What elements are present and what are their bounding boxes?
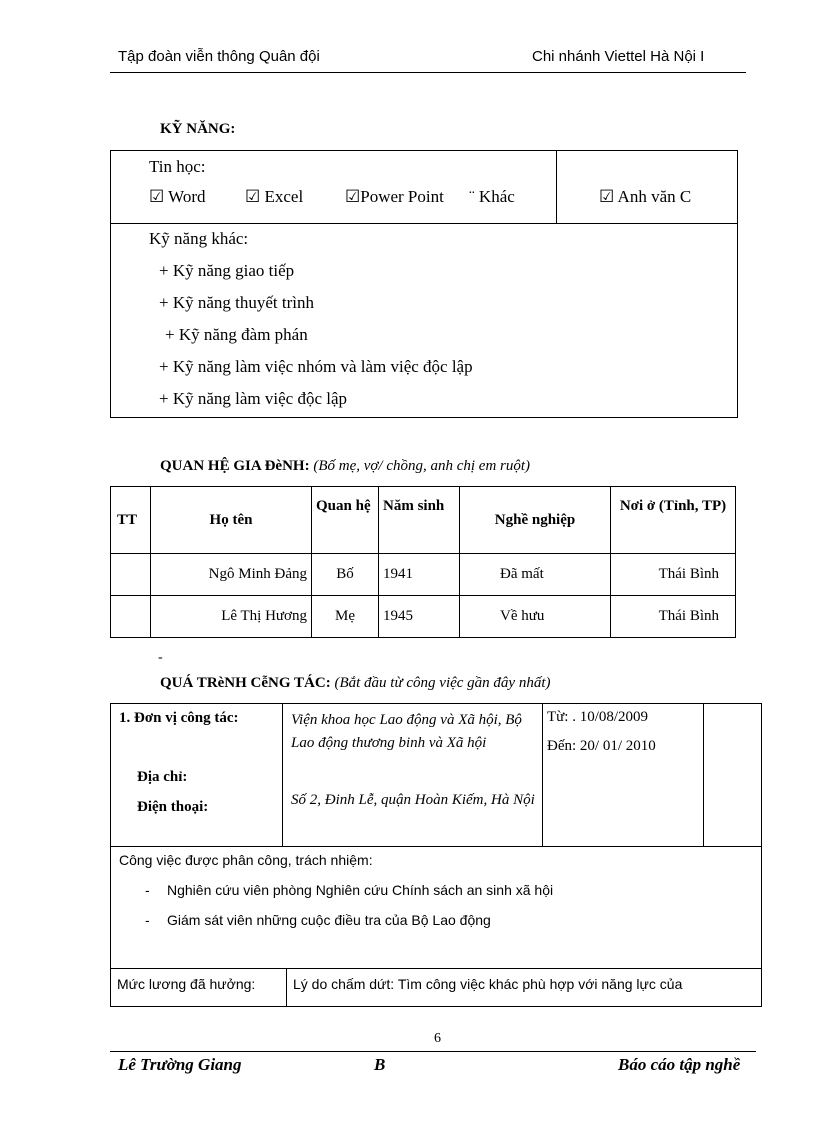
date-from: Từ: . 10/08/2009 [547,709,649,725]
check-excel: ☑ Excel [245,187,304,206]
skills-heading: KỸ NĂNG: [160,121,236,137]
row-job: Về hưu [460,596,611,638]
duty-item: Nghiên cứu viên phòng Nghiên cứu Chính sách an sinh xã hội [167,882,554,898]
other-skills-label: Kỹ năng khác: [149,229,249,248]
phone-label: Điện thoại: [137,799,209,815]
work-divider [703,704,704,846]
row-name: Lê Thị Hương [151,596,312,638]
row-tt [111,596,151,638]
duty-dash: - [145,912,150,928]
row-relation: Mẹ [312,596,379,638]
check-english: ☑ Anh văn C [599,187,692,206]
work-divider [111,846,761,847]
other-skill-item: + Kỹ năng thuyết trình [159,293,315,312]
table-row [111,596,736,638]
stray-dash: - [158,650,163,665]
unit-value: Viện khoa học Lao động và Xã hội, Bộ Lao động thương binh và Xã hội [291,712,522,751]
footer-center: B [374,1055,386,1074]
work-heading [160,675,551,692]
row-year: 1945 [379,596,460,638]
other-skill-item: + Kỹ năng đàm phán [165,325,308,344]
work-divider [542,704,543,846]
header-right: Chi nhánh Viettel Hà Nội I [532,48,705,65]
other-skill-item: + Kỹ năng làm việc độc lập [159,389,348,408]
row-tt [111,554,151,596]
check-other: ¨ Khác [469,187,515,206]
footer-title: Báo cáo tập nghề [618,1055,741,1074]
duty-item: Giám sát viên những cuộc điều tra của Bộ Lao động [167,912,491,928]
col-tt: TT [111,487,151,554]
page-number: 6 [434,1031,441,1046]
header-rule [110,72,746,73]
family-heading-text: QUAN HỆ GIA ĐèNH: [160,458,310,474]
check-powerpoint: ☑Power Point [345,187,444,206]
other-skill-item: + Kỹ năng làm việc nhóm và làm việc độc lập [159,357,473,376]
work-divider [282,704,283,846]
row-place: Thái Bình [611,596,736,638]
salary-label: Mức lương đã hưởng: [117,976,256,992]
address-value: Số 2, Đinh Lễ, quận Hoàn Kiếm, Hà Nội [291,792,535,808]
work-divider [111,968,761,969]
family-subheading: (Bố mẹ, vợ/ chồng, anh chị em ruột) [313,458,531,474]
work-subheading: (Bắt đầu từ công việc gần đây nhất) [334,675,551,691]
col-job: Nghề nghiệp [460,487,611,554]
work-table [110,703,762,1007]
end-reason: Lý do chấm dứt: Tìm công việc khác phù hợp với năng lực của [293,976,683,992]
col-year: Năm sinh [379,487,460,554]
work-heading-text: QUÁ TRèNH CễNG TÁC: [160,675,331,691]
other-skill-item: + Kỹ năng giao tiếp [159,261,295,280]
col-place: Nơi ở (Tỉnh, TP) [611,487,736,554]
footer-rule [110,1051,756,1052]
work-divider [286,968,287,1006]
check-word: ☑ Word [149,187,206,206]
footer-author: Lê Trường Giang [118,1055,242,1074]
duty-dash: - [145,882,150,898]
date-to: Đến: 20/ 01/ 2010 [547,738,656,754]
family-table [110,486,736,638]
col-relation: Quan hệ [312,487,379,554]
it-label: Tin học: [149,157,206,176]
family-header-row [111,487,736,554]
skills-divider-v [556,151,557,223]
skills-divider-h [111,223,737,224]
header-left: Tập đoàn viễn thông Quân đội [118,48,320,65]
col-name: Họ tên [151,487,312,554]
address-label: Địa chỉ: [137,769,188,785]
table-row [111,554,736,596]
row-year: 1941 [379,554,460,596]
duties-label: Công việc được phân công, trách nhiệm: [119,852,373,868]
family-heading [160,458,530,475]
unit-label: 1. Đơn vị công tác: [119,710,239,726]
row-job: Đã mất [460,554,611,596]
row-relation: Bố [312,554,379,596]
row-name: Ngô Minh Đảng [151,554,312,596]
row-place: Thái Bình [611,554,736,596]
skills-box [110,150,738,418]
